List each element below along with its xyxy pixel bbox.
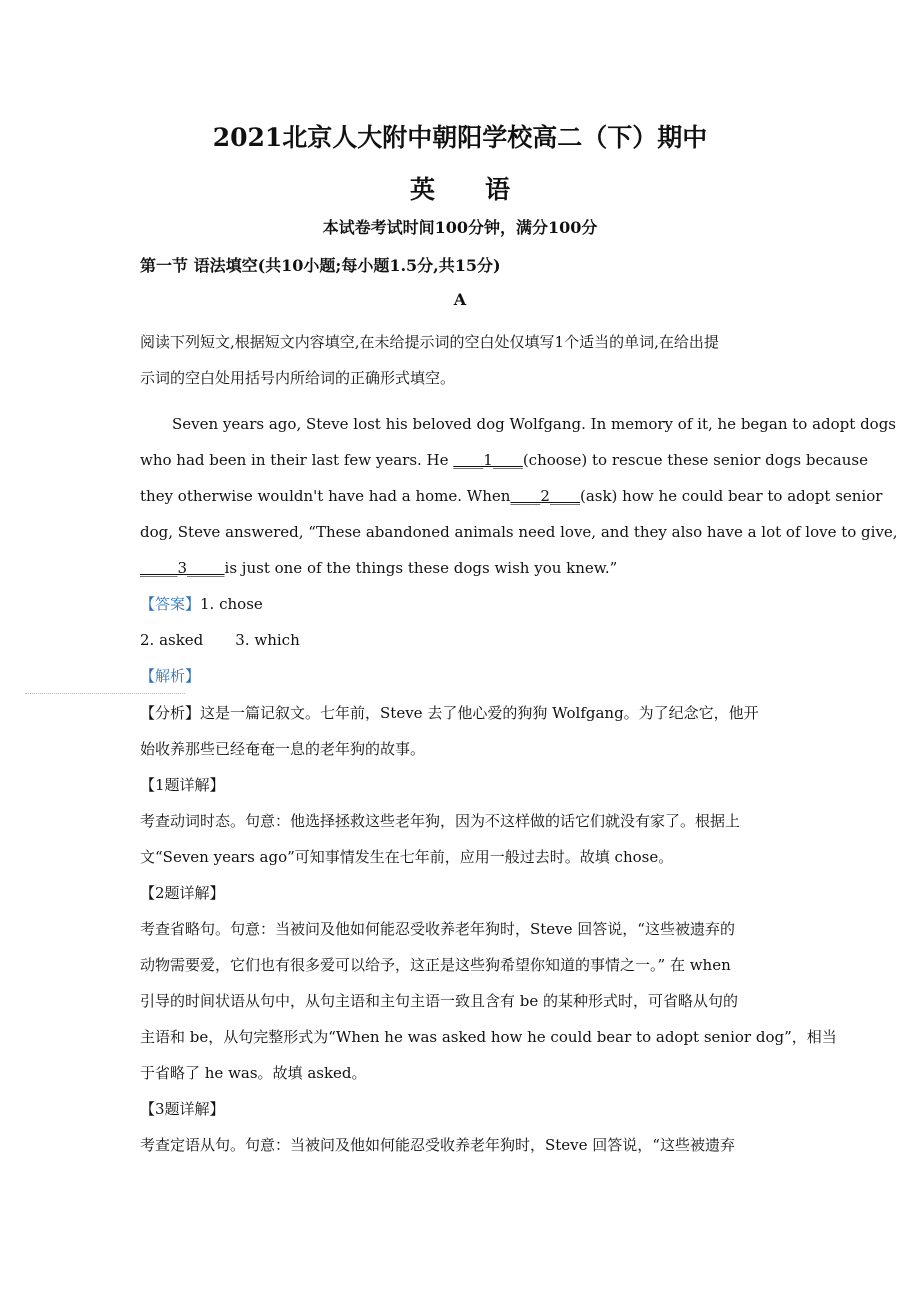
instructions-line-1: 阅读下列短文,根据短文内容填空,在未给提示词的空白处仅填写1个适当的单词,在给出提: [140, 333, 719, 351]
answer-1: 1. chose: [200, 595, 263, 613]
passage-text: who had been in their last few years. He: [140, 451, 454, 469]
q3-line-1: 考查定语从句。句意：当被问及他如何能忍受收养老年狗时，Steve 回答说，“这些被遗弃: [140, 1136, 735, 1154]
passage-text: is just one of the things these dogs wish you knew.”: [224, 559, 618, 577]
passage-line-2: [140, 450, 868, 470]
q2-line-2: 动物需要爱，它们也有很多爱可以给予，这正是这些狗希望你知道的事情之一。” 在 when: [140, 956, 731, 974]
q2-line-5: 于省略了 he was。故填 asked。: [140, 1064, 367, 1082]
blank-2: ____2____: [510, 487, 580, 505]
q2-label: 【2题详解】: [140, 884, 225, 902]
q1-line-1: 考查动词时态。句意：他选择拯救这些老年狗，因为不这样做的话它们就没有家了。根据上: [140, 812, 741, 830]
passage-text: (choose) to rescue these senior dogs because: [522, 451, 868, 469]
exam-info: 本试卷考试时间100分钟，满分100分: [322, 218, 598, 237]
answer-line-1: [140, 594, 263, 614]
fenxi-text: 这是一篇记叙文。七年前，Steve 去了他心爱的狗狗 Wolfgang。为了纪念它，他开: [200, 704, 759, 722]
q1-line-2: 文“Seven years ago”可知事情发生在七年前，应用一般过去时。故填 chose。: [140, 848, 674, 866]
q2-line-1: 考查省略句。句意：当被问及他如何能忍受收养老年狗时，Steve 回答说，“这些被遗弃的: [140, 920, 735, 938]
blank-1: ____1____: [453, 451, 523, 469]
instructions-line-2: 示词的空白处用括号内所给词的正确形式填空。: [140, 369, 456, 387]
q3-label: 【3题详解】: [140, 1100, 225, 1118]
passage-line-5: [140, 558, 617, 578]
fenxi-line-1: [140, 703, 759, 723]
divider: [25, 693, 185, 694]
passage-label: A: [453, 290, 467, 309]
passage-line-4: dog, Steve answered, “These abandoned animals need love, and they also have a lot of love to give,: [140, 523, 898, 541]
q2-line-3: 引导的时间状语从句中，从句主语和主句主语一致且含有 be 的某种形式时，可省略从句的: [140, 992, 739, 1010]
subject-title: 英 语: [409, 175, 510, 204]
passage-text: they otherwise wouldn't have had a home. When: [140, 487, 511, 505]
passage-line-1: Seven years ago, Steve lost his beloved dog Wolfgang. In memory of it, he began to adopt dogs: [172, 415, 896, 433]
analysis-tag: 【解析】: [140, 667, 201, 685]
section-heading: 第一节 语法填空(共10小题;每小题1.5分,共15分): [140, 256, 501, 275]
q2-line-4: 主语和 be，从句完整形式为“When he was asked how he could bear to adopt senior dog”，相当: [140, 1028, 837, 1046]
answer-3: 3. which: [235, 631, 300, 649]
answer-line-2: [140, 630, 300, 650]
page-title: 2021北京人大附中朝阳学校高二（下）期中: [212, 123, 708, 152]
fenxi-line-2: 始收养那些已经奄奄一息的老年狗的故事。: [140, 740, 426, 758]
answer-2: 2. asked: [140, 631, 204, 649]
q1-label: 【1题详解】: [140, 776, 225, 794]
blank-3: _____3_____: [140, 559, 225, 577]
answer-tag: 【答案】: [140, 595, 201, 613]
passage-line-3: [140, 486, 882, 506]
fenxi-label: 【分析】: [140, 704, 201, 722]
passage-text: (ask) how he could bear to adopt senior: [579, 487, 883, 505]
